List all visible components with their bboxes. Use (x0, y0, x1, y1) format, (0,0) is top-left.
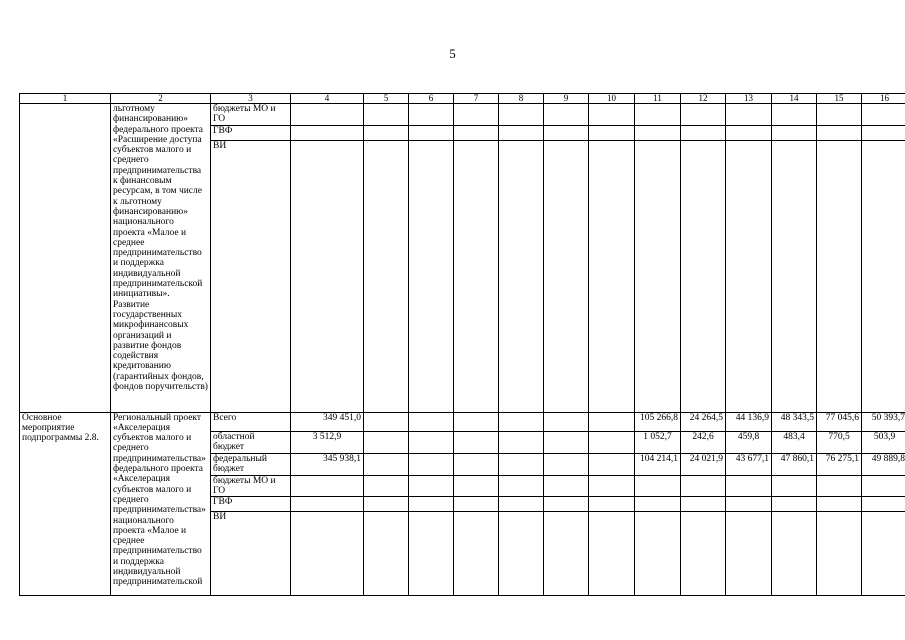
header-cell: 16 (862, 94, 905, 104)
table-row (20, 412, 905, 431)
value-cell: 459,8 (726, 431, 772, 453)
header-cell: 10 (589, 94, 635, 104)
value-cell: 43 677,1 (726, 453, 772, 475)
header-cell: 13 (726, 94, 772, 104)
value-cell: 24 021,9 (681, 453, 726, 475)
value-cell: 770,5 (817, 431, 862, 453)
activity-cell: Основное мероприятие подпрограммы 2.8. (20, 412, 111, 596)
table-row (20, 104, 905, 126)
header-cell: 6 (409, 94, 454, 104)
value-cell: 483,4 (772, 431, 817, 453)
value-cell: 345 938,1 (291, 453, 364, 475)
header-cell: 14 (772, 94, 817, 104)
value-cell: 104 214,1 (635, 453, 681, 475)
value-cell: 44 136,9 (726, 412, 772, 431)
value-cell: 3 512,9 (291, 431, 364, 453)
header-cell: 2 (111, 94, 211, 104)
funding-source-cell: федеральный бюджет (211, 453, 291, 475)
value-cell: 50 393,7 (862, 412, 905, 431)
header-cell: 11 (635, 94, 681, 104)
header-cell: 12 (681, 94, 726, 104)
activity-cell (20, 104, 111, 413)
value-cell: 242,6 (681, 431, 726, 453)
header-cell: 4 (291, 94, 364, 104)
header-cell: 8 (499, 94, 544, 104)
funding-source-cell: областной бюджет (211, 431, 291, 453)
funding-source-cell: Всего (211, 412, 291, 431)
header-cell: 1 (20, 94, 111, 104)
header-cell: 3 (211, 94, 291, 104)
program-table (19, 93, 905, 596)
funding-source-cell: ГВФ (211, 125, 291, 140)
value-cell: 1 052,7 (635, 431, 681, 453)
funding-source-cell: ГВФ (211, 497, 291, 512)
value-cell: 24 264,5 (681, 412, 726, 431)
value-cell: 49 889,8 (862, 453, 905, 475)
value-cell: 48 343,5 (772, 412, 817, 431)
project-description-cell: Региональный проект «Акселерация субъектов малого и среднего предпринимательства» федерального проекта «Акселерация субъектов малого и среднего предпринимательства» национального проекта «Малое и среднее предпринимательство и поддержка индивидуальной предпринимательской (111, 412, 211, 596)
value-cell: 503,9 (862, 431, 905, 453)
funding-source-cell: ВИ (211, 140, 291, 412)
value-cell: 76 275,1 (817, 453, 862, 475)
header-row (20, 94, 905, 104)
value-cell: 349 451,0 (291, 412, 364, 431)
funding-source-cell: ВИ (211, 512, 291, 596)
value-cell: 77 045,6 (817, 412, 862, 431)
header-cell: 5 (364, 94, 409, 104)
header-cell: 7 (454, 94, 499, 104)
header-cell: 15 (817, 94, 862, 104)
page-number: 5 (449, 46, 456, 61)
project-description-cell: льготному финансированию» федерального проекта «Расширение доступа субъектов малого и среднего предпринимательства к финансовым ресурсам, в том числе к льготному финансированию» национального проекта «Малое и среднее предпринимательство и поддержка индивидуальной предпринимательской инициативы». Развитие государственных микрофинансовых организаций и развитие фондов содействия кредитованию (гарантийных фондов, фондов поручительств) (111, 104, 211, 413)
value-cell: 105 266,8 (635, 412, 681, 431)
value-cell: 47 860,1 (772, 453, 817, 475)
funding-source-cell: бюджеты МО и ГО (211, 475, 291, 497)
funding-source-cell: бюджеты МО и ГО (211, 104, 291, 126)
header-cell: 9 (544, 94, 589, 104)
